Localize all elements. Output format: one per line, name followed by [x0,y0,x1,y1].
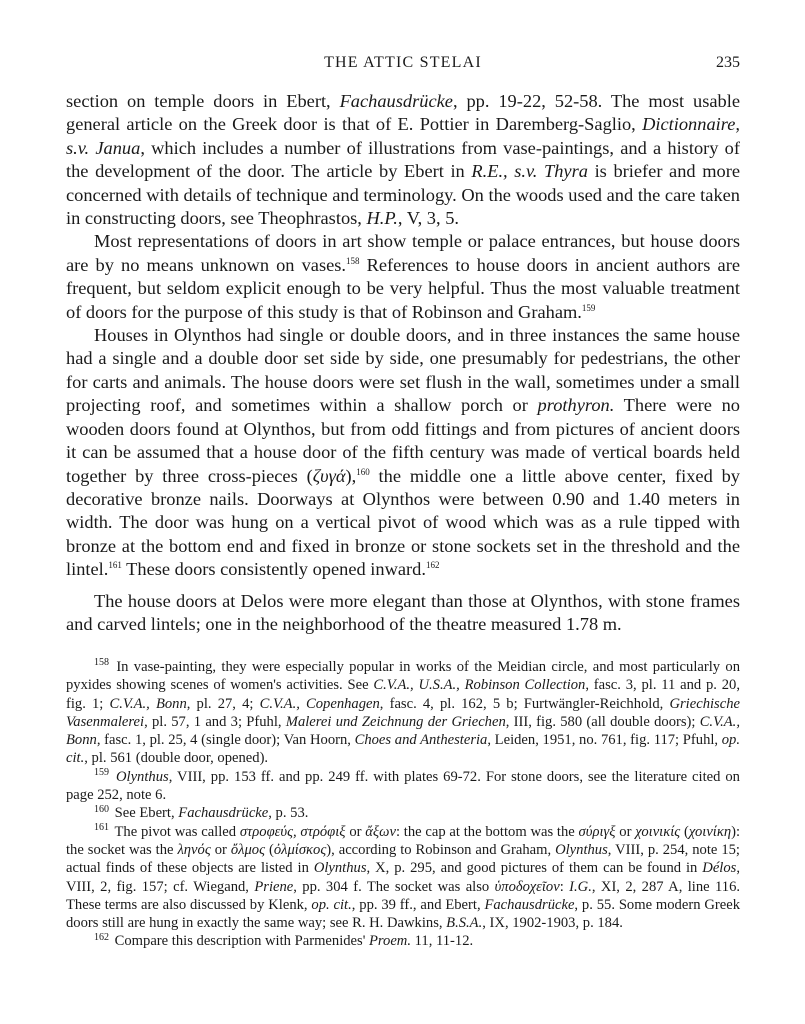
footnote-ref-160[interactable]: 160 [356,466,370,477]
footnote-number: 159 [94,766,109,778]
footnote-161: $^{161}$ The pivot was called στροφεύς, στρόφιξ or ἄξων: the cap at the bottom was the σύριγξ or χοινικίς (χοινίκη): the socket was the ληνός or ὄλμος (ὀλμίσκος), according to Robinson and Graham, Olynthus, VIII, p. 254, note 15; actual finds of these objects are listed in Olynthus, X, p. 295, and good pictures of them can be found in Délos, VIII, 2, fig. 157; cf. Wiegand, Priene, pp. 304 f. The socket was also ὑποδοχεῖον: I.G., XI, 2, 287 A, line 116. These terms are also discussed by Klenk, op. cit., pp. 39 ff., and Ebert, Fachausdrücke, p. 55. Some modern Greek doors still are hung in exactly the same way; see R. H. Dawkins, B.S.A., IX, 1902-1903, p. 184. [66,821,741,932]
paragraph-2: Most representations of doors in art show temple or palace entrances, but house doors are by no means unknown on vases.$^{158}$ References to house doors in ancient authors are frequent, but seldom explicit enough to be very helpful. Thus the most valuable treatment of doors for the purpose of this study is that of Robinson and Graham.$^{159}$ [66,231,740,322]
footnote-number: 162 [94,931,109,943]
footnote-number: 158 [94,657,109,669]
main-text [66,90,740,636]
footnote-162: $^{162}$ Compare this description with Parmenides' Proem. 11, 11-12. [94,931,474,950]
footnote-ref-158[interactable]: 158 [346,255,360,266]
footnote-ref-161[interactable]: 161 [108,560,122,570]
running-header [66,54,740,78]
running-title: THE ATTIC STELAI [324,54,482,71]
footnote-number: 161 [94,821,109,833]
footnote-number: 160 [94,803,109,815]
footnote-158: $^{158}$ In vase-painting, they were especially popular in works of the Meidian circle, and most particularly on pyxides showing scenes of women's activities. See C.V.A., U.S.A., Robinson Collection, fasc. 3, pl. 11 and p. 20, fig. 1; C.V.A., Bonn, pl. 27, 4; C.V.A., Copenhagen, fasc. 4, pl. 162, 5 b; Furtwängler-Reichhold, Griechische Vasenmalerei, pl. 57, 1 and 3; Pfuhl, Malerei und Zeichnung der Griechen, III, fig. 580 (all double doors); C.V.A., Bonn, fasc. 1, pl. 25, 4 (single door); Van Hoorn, Choes and Anthesteria, Leiden, 1951, no. 761, fig. 117; Pfuhl, op. cit., pl. 561 (double door, opened). [66,657,740,767]
footnote-ref-162[interactable]: 162 [425,560,440,570]
footnote-159: $^{159}$ Olynthus, VIII, pp. 153 ff. and pp. 249 ff. with plates 69-72. For stone doors, see the literature cited on page 252, note 6. [66,766,740,804]
footnote-ref-159[interactable]: 159 [581,302,596,313]
page-number: 235 [716,54,740,71]
paragraph-3: Houses in Olynthos had single or double doors, and in three instances the same house had a single and a double door set side by side, one presumably for pedestrians, the other for carts and animals. The house doors were set flush in the wall, sometimes under a small projecting roof, and sometimes within a shallow porch or prothyron. There were no wooden doors found at Olynthos, but from odd fittings and from pictures of ancient doors it can be assumed that a house door of the fifth century was made of vertical boards held together by three cross-pieces (ζυγά),$^{160}$ the middle one a little above center, fixed by decorative bronze nails. Doorways at Olynthos were between 0.90 and 1.40 meters in width. The door was hung on a vertical pivot of wood which was as a rule tipped with bronze at the bottom end and fixed in bronze or stone sockets set in the threshold and the lintel.$^{161}$ These doors consistently opened inward.$^{162}$ [66,325,740,580]
footnotes [66,658,740,951]
paragraph-4: The house doors at Delos were more elegant than those at Olynthos, with stone frames and carved lintels; one in the neighborhood of the theatre measured 1.78 m. [66,590,740,634]
footnote-160: $^{160}$ See Ebert, Fachausdrücke, p. 53. [94,803,309,822]
paragraph-1: section on temple doors in Ebert, Fachausdrücke, pp. 19-22, 52-58. The most usable general article on the Greek door is that of E. Pottier in Daremberg-Saglio, Dictionnaire, s.v. Janua, which includes a number of illustrations from vase-paintings, and a history of the development of the door. The article by Ebert in R.E., s.v. Thyra is briefer and more concerned with details of technique and terminology. On the woods used and the care taken in constructing doors, see Theophrastos, H.P., V, 3, 5. [66,91,741,229]
